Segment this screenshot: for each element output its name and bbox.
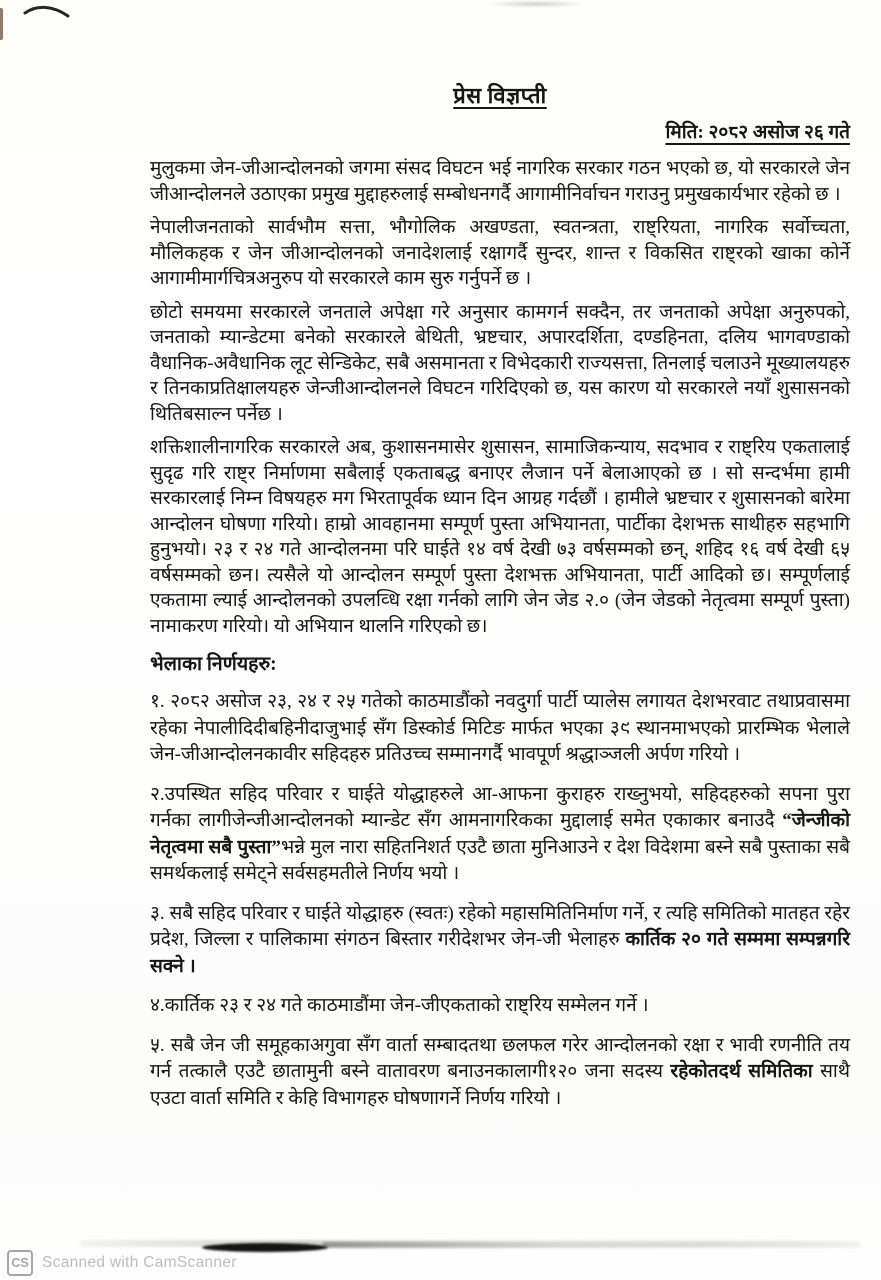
left-edge-scan-mark (0, 8, 3, 40)
decision-item-4 (150, 993, 850, 1020)
decision-2-post: भन्ने मुल नारा सहितनिशर्त एउटै छाता मुनिआउने र देश विदेशमा बस्ने सबै पुस्ताका सबै समर्थकलाई समेट्ने सर्वसहमतीले निर्णय भयो । (150, 836, 850, 884)
decision-5-post: साथै एउटा वार्ता समिति र केहि विभागहरु घोषणागर्ने निर्णय गरियो । (150, 1061, 850, 1109)
paragraph-4: शक्तिशालीनागरिक सरकारले अब, कुशासनमासेर शुसासन, सामाजिकन्याय, सदभाव र राष्ट्रिय एकतालाई सुदृढ गरि राष्ट्र निर्माणमा सबैलाई एकताबद्ध बनाएर लैजान पर्ने बेलाआएको छ । सो सन्दर्भमा हामी सरकारलाई निम्न विषयहरु मग भिरतापूर्वक ध्यान दिन आग्रह गर्दछौं । हामीले भ्रष्टचार र शुसासनको बारेमा आन्दोलन घोषणा गरियो। हाम्रो आवहानमा सम्पूर्ण पुस्ता अभियानता, पार्टीका देशभक्त साथीहरु सहभागि हुनुभयो। २३ र २४ गते आन्दोलनमा परि घाईते १४ वर्ष देखी ७३ वर्षसम्मको छन्, शहिद १६ वर्ष देखी ६५ वर्षसम्मको छन। त्यसैले यो आन्दोलन सम्पूर्ण पुस्ता देशभक्त अभियानता, पार्टी आदिको छ। सम्पूर्णलाई एकतामा ल्याई आन्दोलनको उपलव्धि रक्षा गर्नको लागि जेन जेड २.० (जेन जेडको नेतृत्वमा सम्पूर्ण पुस्ता) नामाकरण गरियो। यो अभियान थालनि गरिएको छ। (150, 437, 850, 637)
decision-3-bold: कार्तिक २० गते सम्ममा सम्पन्नगरि सक्ने । (150, 929, 851, 977)
decision-3-text: ३. सबै सहिद परिवार र घाईते योद्धाहरु (स्वतः) रहेको महासमितिनिर्माण गर्ने, र त्यहि समितिको मातहत रहेर प्रदेश, जिल्ला र पालिकामा संगठन बिस्तार गरीदेशभर जेन-जी भेलाहरु (150, 902, 850, 950)
camscanner-watermark (7, 1250, 237, 1276)
date-line (150, 118, 850, 144)
paragraph-3: छोटो समयमा सरकारले जनताले अपेक्षा गरे अनुसार कामगर्न सक्दैन, तर जनताको अपेक्षा अनुरुपको, जनताको म्यान्डेटमा बनेको सरकारले बेथिती, भ्रष्टचार, अपारदर्शिता, दण्डहिनता, दलिय भागवण्डाको वैधानिक-अवैधानिक लूट सेन्डिकेट, सबै असमानता र विभेदकारी राज्यसत्ता, तिनलाई चलाउने मूख्यालयहरु र तिनकाप्रतिक्षालयहरु जेन्जीआन्दोलनले विघटन गरिदिएको छ, यस कारण यो सरकारले नयाँ शुसासनको थितिबसाल्न पर्नेछ । (150, 301, 850, 425)
decision-2-text: २.उपस्थित सहिद परिवार र घाईते योद्धाहरुले आ-आफना कुराहरु राख्नुभयो, सहिदहरुको सपना पुरा गर्नका लागीजेन्जीआन्दोलनको म्यान्डेट सँग आमनागरिकका मुद्दालाई समेत एकाकार बनाउदै (150, 783, 850, 831)
pen-stroke-artifact (22, 3, 72, 21)
document-title (150, 80, 850, 110)
decision-item-5 (150, 1033, 850, 1113)
document-title-text: प्रेस विज्ञप्ती (453, 83, 547, 108)
camscanner-label: Scanned with CamScanner (42, 1254, 237, 1271)
press-release-document (150, 80, 850, 1125)
top-center-smudge (486, 0, 586, 8)
paragraph-2: नेपालीजनताको सार्वभौम सत्ता, भौगोलिक अखण्डता, स्वतन्त्रता, राष्ट्रियता, नागरिक सर्वोच्चता, मौलिकहक र जेन जीआन्दोलनको जनादेशलाई रक्षागर्दै सुन्दर, शान्त र विकसित राष्ट्रको खाका कोर्ने आगामीमार्गचित्रअनुरुप यो सरकारले काम सुरु गर्नुपर्ने छ । (150, 217, 850, 289)
decision-item-1 (150, 689, 850, 769)
decision-5-text: ५. सबै जेन जी समूहकाअगुवा सँग वार्ता सम्बादतथा छलफल गरेर आन्दोलनको रक्षा र भावी रणनीति तय गर्न तत्कालै एउटै छातामुनी बस्ने वातावरण बनाउनकालागी१२० जना सदस्य (150, 1034, 850, 1082)
decision-item-2 (150, 782, 850, 888)
decision-2-bold: “जेन्जीको नेतृत्वमा सबै पुस्ता” (150, 810, 850, 858)
decision-4-text: ४.कार्तिक २३ र २४ गते काठमाडौंमा जेन-जीएकताको राष्ट्रिय सम्मेलन गर्ने । (150, 995, 649, 1016)
decision-1-text: १. २०८२ असोज २३, २४ र २५ गतेको काठमाडौंको नवदुर्गा पार्टी प्यालेस लगायत देशभरवाट तथाप्रवासमा रहेका नेपालीदिदीबहिनीदाजुभाई सँग डिस्कोर्ड मिटिङ मार्फत भएका ३९ स्थानमाभएको प्रारम्भिक भेलाले जेन-जीआन्दोलनकावीर सहिदहरु प्रतिउच्च सम्मानगर्दै भावपूर्ण श्रद्धाञ्जली अर्पण गरियो । (150, 691, 850, 765)
paragraph-1: मुलुकमा जेन-जीआन्दोलनको जगमा संसद विघटन भई नागरिक सरकार गठन भएको छ, यो सरकारले जेन जीआन्दोलनले उठाएका प्रमुख मुद्दाहरुलाई सम्बोधनगर्दै आगामीनिर्वाचन गराउनु प्रमुखकार्यभार रहेको छ । (150, 158, 850, 205)
date-line-text: मिति: २०८२ असोज २६ गते (665, 122, 850, 143)
camscanner-icon: CS (7, 1250, 33, 1276)
decision-item-3 (150, 901, 850, 981)
decision-5-bold: रहेकोतदर्थ समितिका (670, 1061, 813, 1082)
decisions-section-heading: भेलाका निर्णयहरु: (150, 654, 277, 675)
bottom-scan-smudge-trail (322, 1242, 862, 1248)
